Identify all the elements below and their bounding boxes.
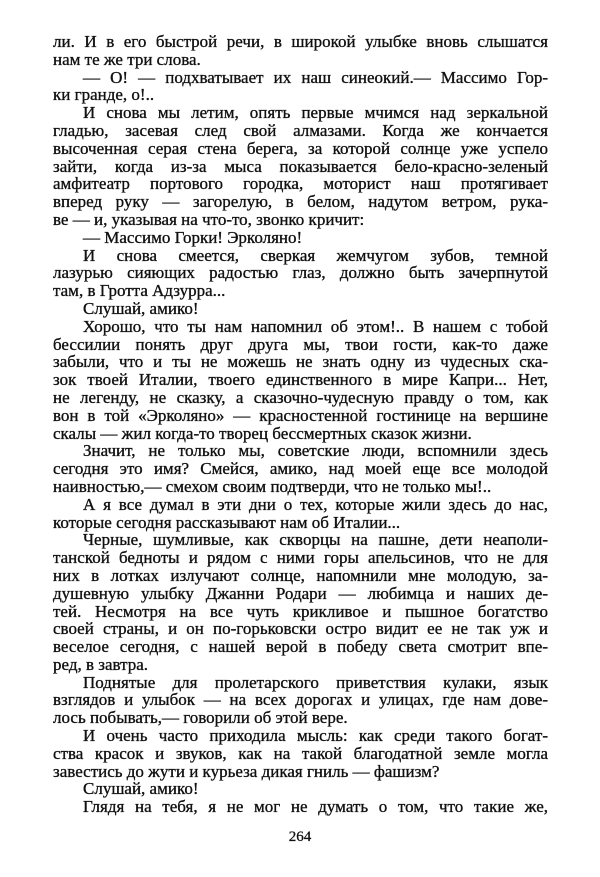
text-line: душевную улыбку Джанни Родари — любимца и наших де-: [53, 583, 548, 603]
text-line: скалы — жил когда-то творец бессмертных сказок жизни.: [53, 423, 472, 443]
text-line: забыли, что и ты не можешь не знать одну из чудесных ска-: [53, 352, 548, 372]
text-line: ки гранде, о!..: [53, 85, 155, 105]
paragraph: [53, 33, 548, 69]
text-line: вперед руку — загорелую, в белом, надутом ветром, рука-: [53, 192, 548, 212]
text-line: гладью, засевая след свой алмазами. Когда же кончается: [53, 120, 548, 140]
text-line: Хорошо, что ты нам напомнил об этом!.. В нашем с тобой: [83, 316, 548, 336]
text-line: высоченная серая стена берега, за которой солнце уже успело: [53, 138, 548, 158]
paragraph: [53, 247, 548, 300]
paragraph: [53, 674, 548, 727]
text-line: вон в той «Эрколяно» — красностенной гостинице на вершине: [53, 405, 548, 425]
paragraph: [53, 229, 548, 247]
text-line: И снова мы летим, опять первые мчимся над зеркальной: [83, 103, 548, 123]
text-line: нам те же три слова.: [53, 49, 201, 69]
text-line: А я все думал в эти дни о тех, которые жили здесь до нас,: [83, 494, 548, 514]
text-line: Слушай, амико!: [83, 779, 199, 799]
text-line: И очень часто приходила мысль: как среди такого богат-: [83, 726, 548, 746]
page-number: 264: [288, 829, 312, 845]
text-line: амфитеатр портового городка, моторист наш протягивает: [53, 174, 548, 194]
text-line: которые сегодня рассказывают нам об Италии...: [53, 512, 401, 532]
paragraph: [53, 531, 548, 673]
text-line: наивностью,— смехом своим подтверди, что не только мы!..: [53, 476, 492, 496]
paragraph: [53, 442, 548, 495]
text-line: своей страны, и он по-горьковски остро видит ее не так уж и: [53, 619, 548, 639]
text-line: Глядя на тебя, я не мог не думать о том, что такие же,: [83, 797, 548, 817]
paragraph: [53, 69, 548, 105]
text-line: бессилии понять друг друга мы, твои гости, как-то даже: [53, 334, 548, 354]
paragraph: [53, 318, 548, 443]
text-line: веселое сегодня, с нашей верой в победу света смотрит впе-: [53, 637, 548, 657]
text-line: — Массимо Горки! Эрколяно!: [83, 227, 303, 247]
text-line: завестись до жути и курьеза дикая гниль — фашизм?: [53, 761, 440, 781]
text-line: там, в Гротта Адзурра...: [53, 281, 226, 301]
page-text: [53, 33, 548, 816]
text-line: ли. И в его быстрой речи, в широкой улыбке вновь слышатся: [53, 32, 548, 51]
text-line: И снова смеется, сверкая жемчугом зубов, темной: [83, 245, 548, 265]
paragraph: [53, 300, 548, 318]
text-line: ве — и, указывая на что-то, звонко кричит:: [53, 209, 365, 229]
text-line: взглядов и улыбок — на всех дорогах и улицах, где нам дове-: [53, 690, 548, 710]
text-line: зок твоей Италии, твоего единственного в мире Капри... Нет,: [53, 370, 548, 390]
text-line: не легенду, не сказку, а сказочно-чудесную правду о том, как: [53, 387, 548, 407]
text-line: сегодня это имя? Смейся, амико, над моей еще все молодой: [53, 459, 548, 479]
text-line: ства красок и звуков, как на такой благодатной земле могла: [53, 743, 548, 763]
text-line: Черные, шумливые, как скворцы на пашне, дети неаполи-: [83, 530, 548, 550]
text-line: зайти, когда из-за мыса показывается бело-красно-зеленый: [53, 156, 548, 176]
text-line: ред, в завтра.: [53, 654, 149, 674]
text-line: тей. Несмотря на все чуть крикливое и пышное богатство: [53, 601, 548, 621]
text-line: танской бедноты и рядом с ними горы апельсинов, что не для: [53, 548, 548, 568]
text-line: Поднятые для пролетарского приветствия кулаки, язык: [83, 672, 548, 692]
paragraph: [53, 496, 548, 532]
text-line: — О! — подхватывает их наш синеокий.— Массимо Гор-: [83, 67, 548, 87]
text-line: них в лотках излучают солнце, напомнили мне молодую, за-: [53, 565, 548, 585]
paragraph: [53, 780, 548, 798]
paragraph: [53, 727, 548, 780]
text-line: Слушай, амико!: [83, 298, 199, 318]
paragraph: [53, 104, 548, 229]
text-line: лазурью сияющих радостью глаз, должно быть зачерпнутой: [53, 263, 548, 283]
text-line: Значит, не только мы, советские люди, вспомнили здесь: [83, 441, 548, 461]
paragraph: [53, 798, 548, 816]
text-line: лось побывать,— говорили об этой вере.: [53, 708, 348, 728]
